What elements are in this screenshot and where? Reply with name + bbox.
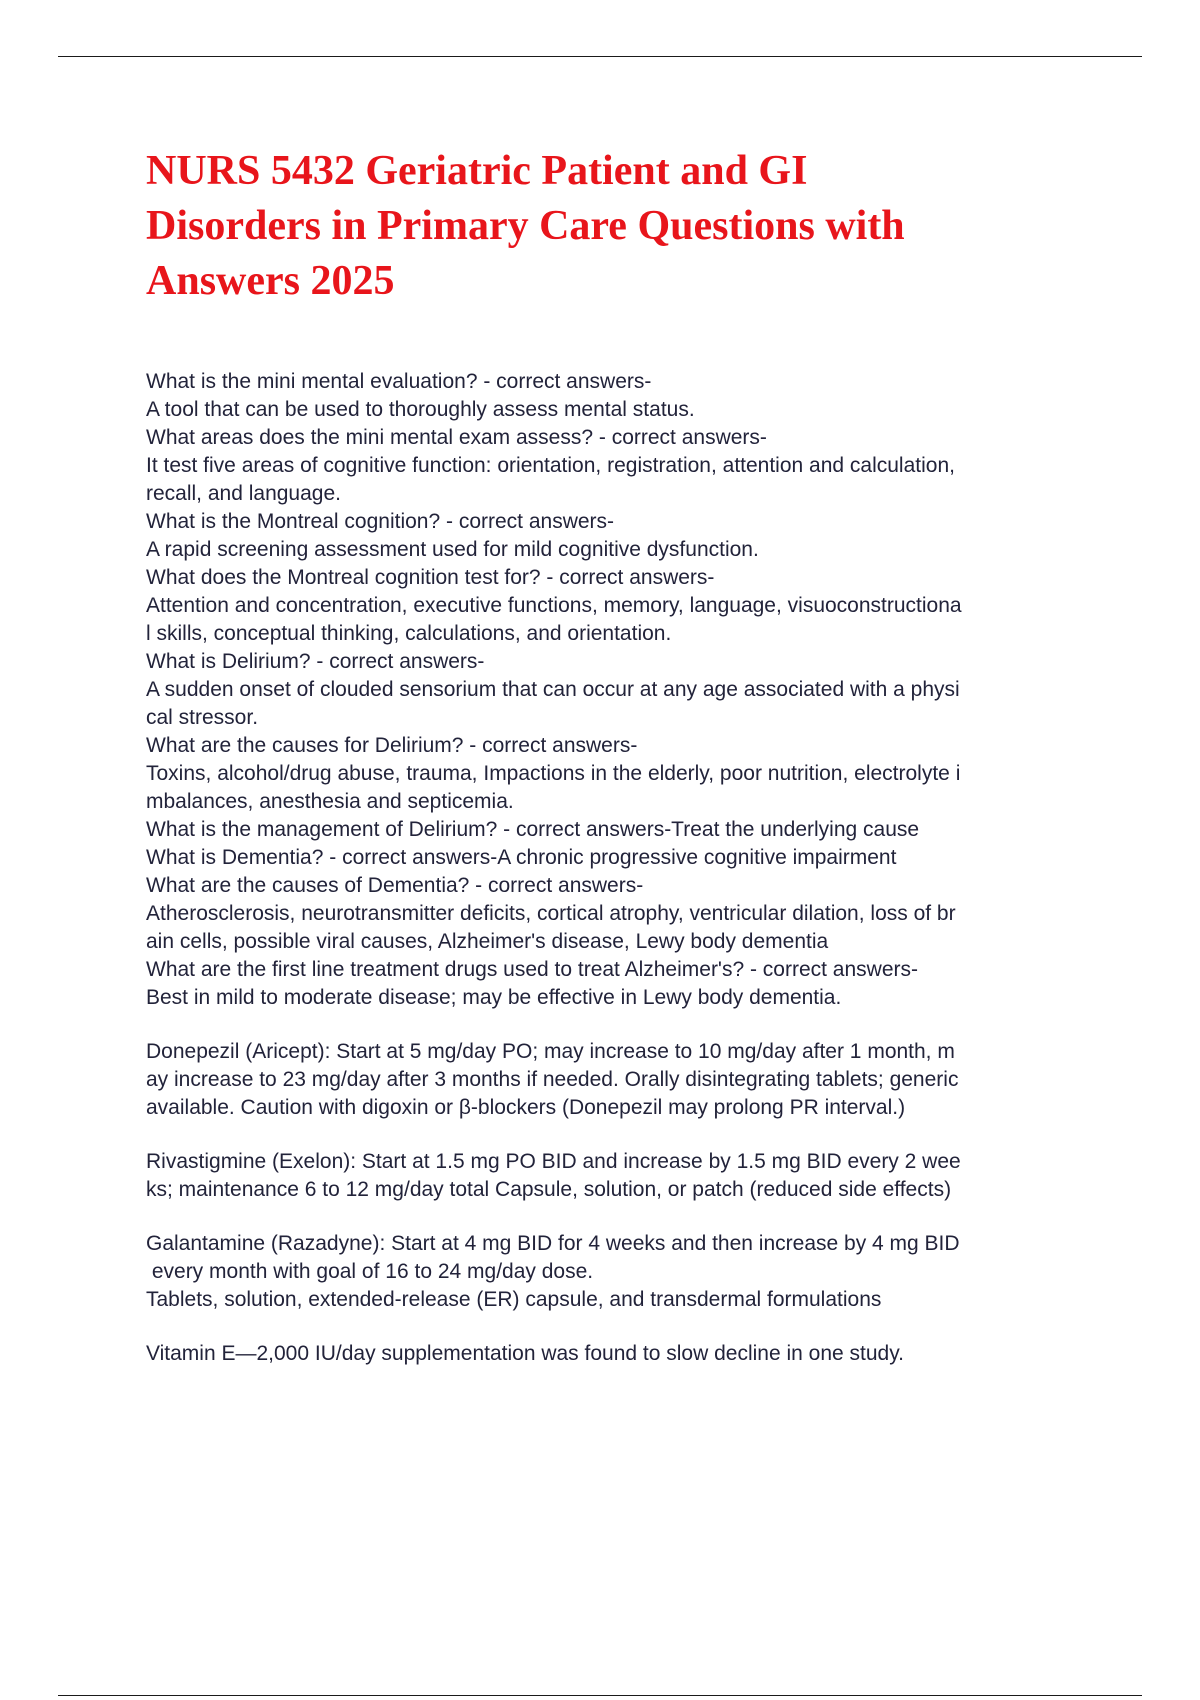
document-body [146,368,1106,1368]
text-line: What is the mini mental evaluation? - correct answers- [146,370,652,393]
bottom-rule [58,1695,1142,1696]
text-line: ain cells, possible viral causes, Alzheimer's disease, Lewy body dementia [146,930,829,953]
text-line: What are the causes for Delirium? - correct answers- [146,734,638,757]
text-line: Rivastigmine (Exelon): Start at 1.5 mg PO BID and increase by 1.5 mg BID every 2 wee [146,1150,961,1173]
text-line: What is the Montreal cognition? - correct answers- [146,510,615,533]
text-line: What is the management of Delirium? - correct answers-Treat the underlying cause [146,818,920,841]
text-line: Toxins, alcohol/drug abuse, trauma, Impactions in the elderly, poor nutrition, electrolyte i [146,762,961,785]
text-line: l skills, conceptual thinking, calculations, and orientation. [146,622,672,645]
text-line: What is Dementia? - correct answers-A chronic progressive cognitive impairment [146,846,897,869]
text-line: What are the causes of Dementia? - correct answers- [146,874,644,897]
paragraph-gap [146,1122,1106,1148]
text-line: cal stressor. [146,706,259,729]
text-line: A rapid screening assessment used for mild cognitive dysfunction. [146,538,759,561]
text-line: Galantamine (Razadyne): Start at 4 mg BID for 4 weeks and then increase by 4 mg BID [146,1232,960,1255]
text-line: Attention and concentration, executive functions, memory, language, visuoconstructiona [146,594,962,617]
text-line: A sudden onset of clouded sensorium that can occur at any age associated with a physi [146,678,960,701]
text-line: A tool that can be used to thoroughly assess mental status. [146,398,695,421]
paragraph-gap [146,1204,1106,1230]
text-line: What are the first line treatment drugs used to treat Alzheimer's? - correct answers- [146,958,918,981]
text-line: Vitamin E—2,000 IU/day supplementation was found to slow decline in one study. [146,1342,904,1365]
text-line: What areas does the mini mental exam assess? - correct answers- [146,426,767,449]
text-line: ay increase to 23 mg/day after 3 months if needed. Orally disintegrating tablets; generic [146,1068,959,1091]
text-line: Best in mild to moderate disease; may be effective in Lewy body dementia. [146,986,842,1009]
paragraph-gap [146,1012,1106,1038]
text-line: ks; maintenance 6 to 12 mg/day total Capsule, solution, or patch (reduced side effects) [146,1178,952,1201]
text-line: Tablets, solution, extended-release (ER) capsule, and transdermal formulations [146,1288,882,1311]
text-line: available. Caution with digoxin or β-blockers (Donepezil may prolong PR interval.) [146,1096,906,1119]
paragraph-gap [146,1314,1106,1340]
top-rule [58,56,1142,57]
document-title: NURS 5432 Geriatric Patient and GI Disorders in Primary Care Questions with Answers 2025 [146,148,905,304]
text-line: Donepezil (Aricept): Start at 5 mg/day PO; may increase to 10 mg/day after 1 month, m [146,1040,955,1063]
text-line: Atherosclerosis, neurotransmitter deficits, cortical atrophy, ventricular dilation, loss of br [146,902,956,925]
text-line: What is Delirium? - correct answers- [146,650,485,673]
text-line: It test five areas of cognitive function: orientation, registration, attention and calculation, [146,454,955,477]
text-line: mbalances, anesthesia and septicemia. [146,790,514,813]
text-line: What does the Montreal cognition test for? - correct answers- [146,566,715,589]
text-line: recall, and language. [146,482,341,505]
text-line: every month with goal of 16 to 24 mg/day dose. [146,1260,594,1283]
